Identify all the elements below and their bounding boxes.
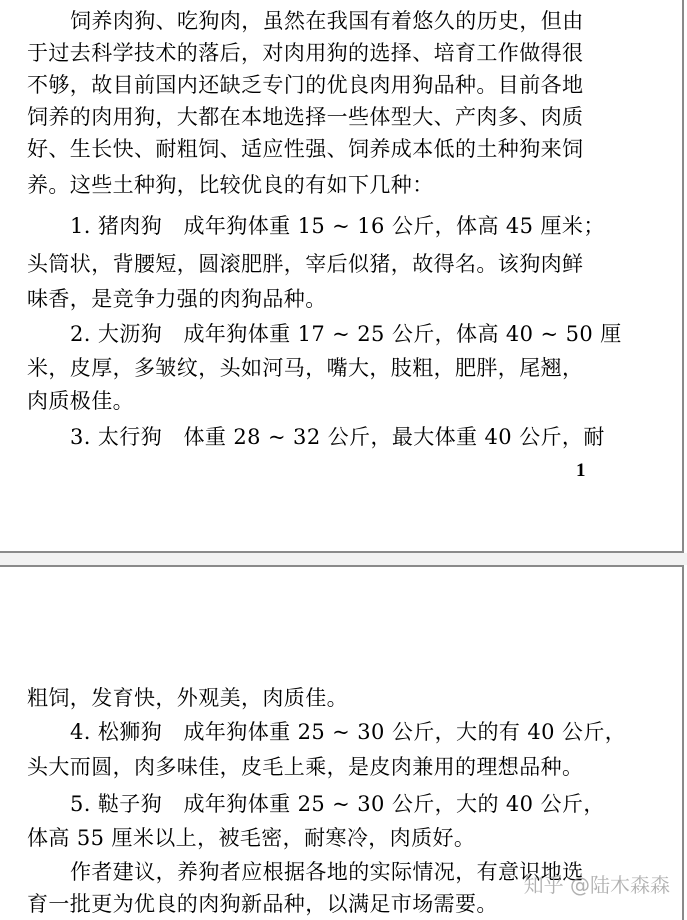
text-line: 饲养肉狗、吃狗肉，虽然在我国有着悠久的历史，但由	[70, 9, 584, 33]
page-number: 1	[576, 460, 586, 481]
text-line: 2. 大沥狗 成年狗体重 17 ~ 25 公斤，体高 40 ~ 50 厘	[70, 322, 622, 346]
text-line: 4. 松狮狗 成年狗体重 25 ~ 30 公斤，大的有 40 公斤，	[70, 720, 627, 744]
text-line: 米，皮厚，多皱纹，头如河马，嘴大，肢粗，肥胖，尾翘，	[27, 356, 584, 380]
page-gap	[0, 553, 687, 565]
text-line: 育一批更为优良的肉狗新品种，以满足市场需要。	[27, 892, 498, 916]
text-line: 体高 55 厘米以上，被毛密，耐寒冷，肉质好。	[27, 826, 476, 850]
text-line: 头大而圆，肉多味佳，皮毛上乘，是皮肉兼用的理想品种。	[27, 755, 584, 779]
text-line: 肉质极佳。	[27, 389, 134, 413]
text-line: 养。这些土种狗，比较优良的有如下几种：	[27, 173, 434, 197]
watermark: 知乎 @陆木森森	[523, 873, 670, 897]
text-line: 于过去科学技术的落后，对肉用狗的选择、培育工作做得很	[27, 41, 584, 65]
text-line: 饲养的肉用狗，大都在本地选择一些体型大、产肉多、肉质	[27, 105, 584, 129]
text-line: 5. 鞑子狗 成年狗体重 25 ~ 30 公斤，大的 40 公斤，	[70, 792, 605, 816]
text-line: 不够，故目前国内还缺乏专门的优良肉用狗品种。目前各地	[27, 73, 584, 97]
text-line: 3. 太行狗 体重 28 ~ 32 公斤，最大体重 40 公斤，耐	[70, 425, 605, 449]
text-line: 头筒状，背腰短，圆滚肥胖，宰后似猪，故得名。该狗肉鲜	[27, 252, 584, 276]
text-line: 1. 猪肉狗 成年狗体重 15 ~ 16 公斤，体高 45 厘米；	[70, 214, 605, 238]
text-line: 好、生长快、耐粗饲、适应性强、饲养成本低的土种狗来饲	[27, 137, 584, 161]
text-line: 作者建议，养狗者应根据各地的实际情况，有意识地选	[70, 860, 584, 884]
text-line: 粗饲，发育快，外观美，肉质佳。	[27, 686, 348, 710]
document-page-2	[0, 565, 684, 920]
text-line: 味香，是竞争力强的肉狗品种。	[27, 287, 327, 311]
